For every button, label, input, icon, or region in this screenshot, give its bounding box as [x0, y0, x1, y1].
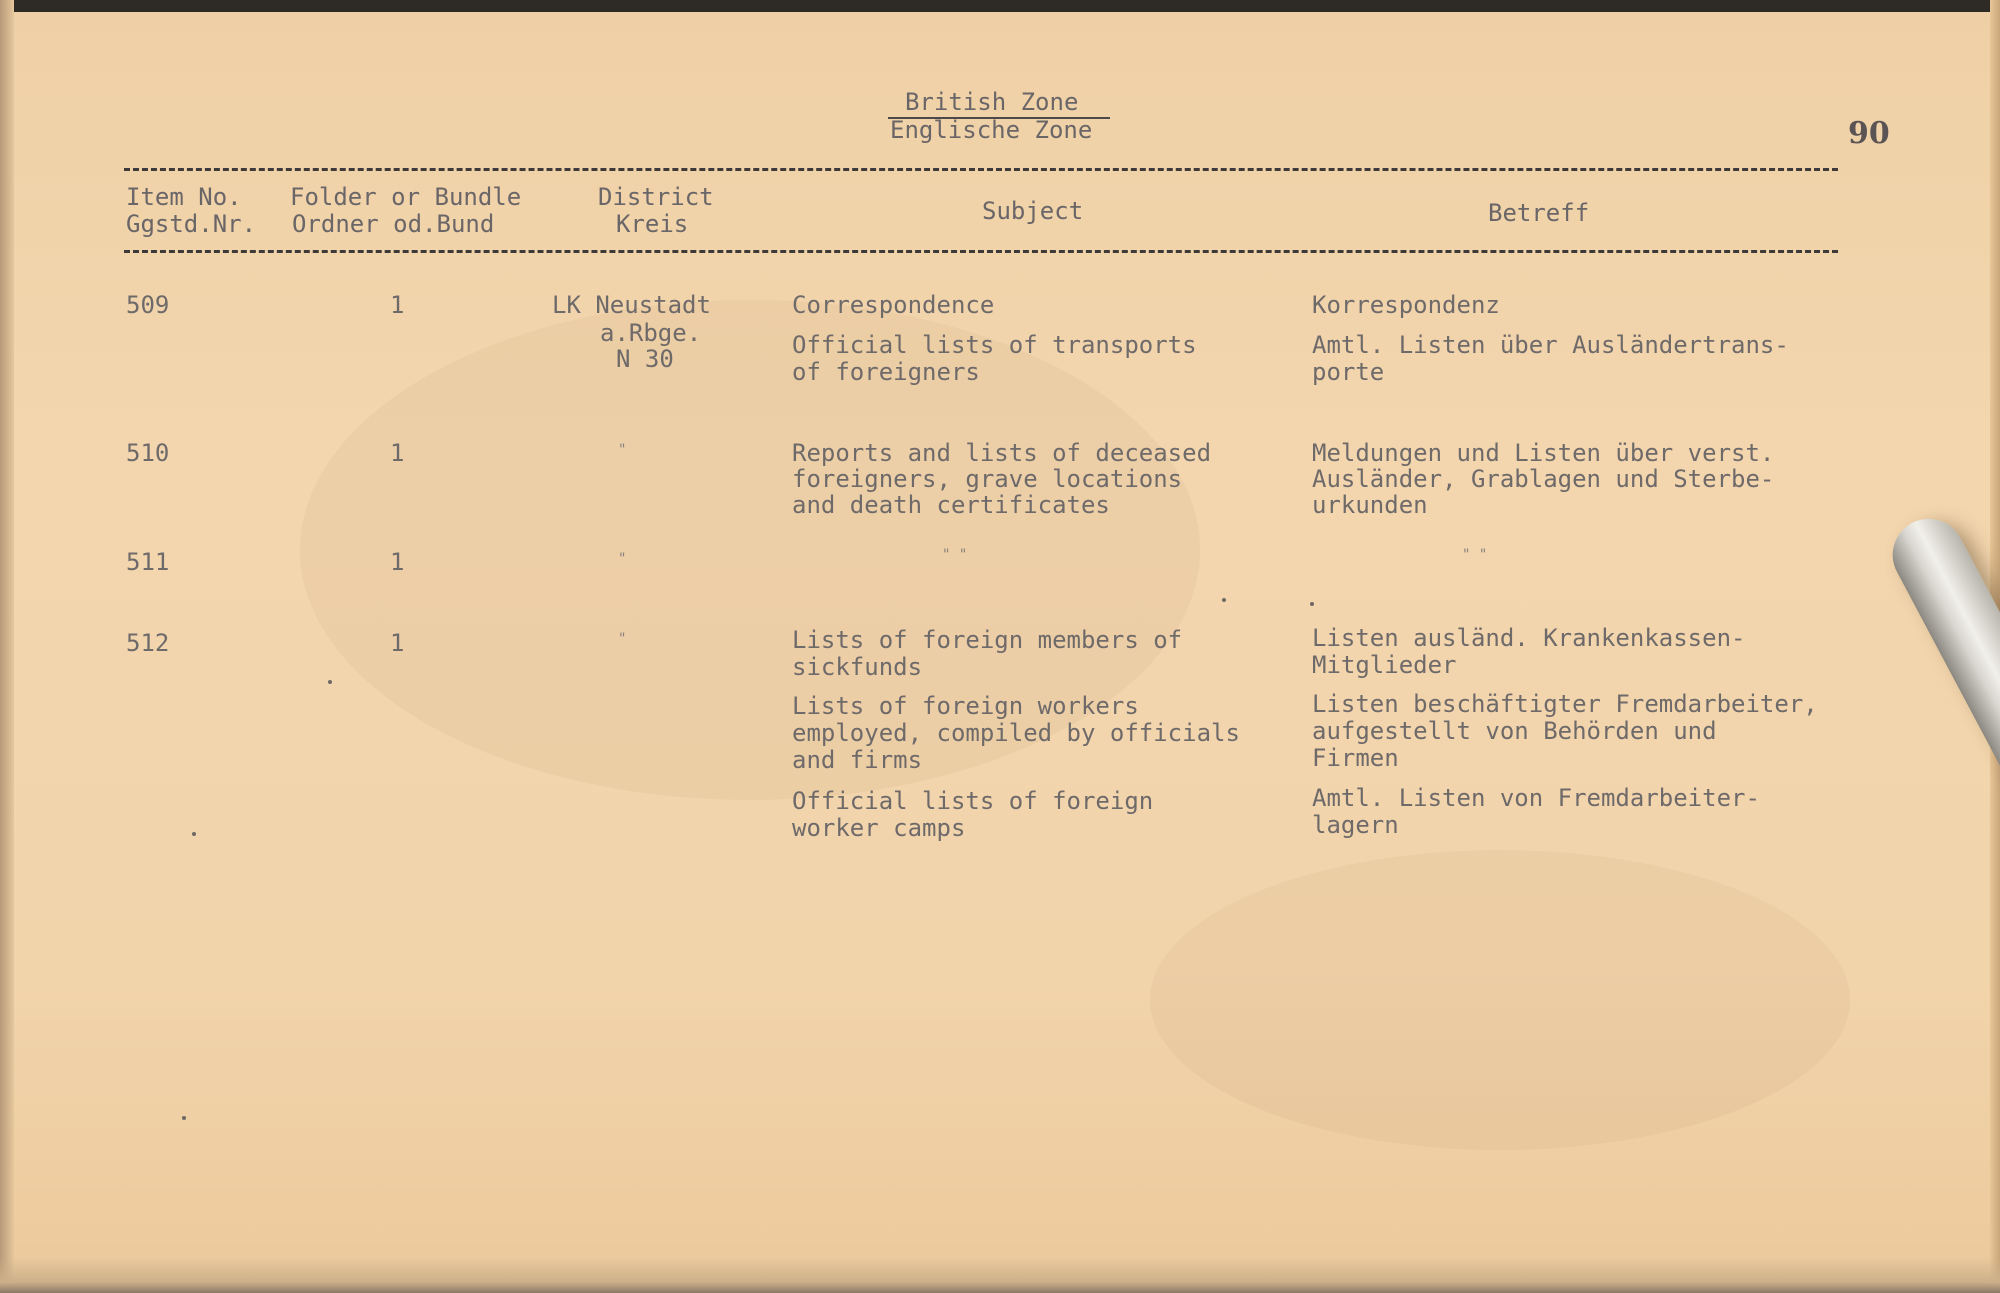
paper-stain	[1150, 850, 1850, 1150]
subject-line: and death certificates	[792, 491, 1110, 519]
betreff-line: Firmen	[1312, 744, 1399, 772]
tweezer-tip	[1880, 506, 2000, 875]
district-line: a.Rbge.	[600, 319, 702, 347]
paper-speck	[1222, 598, 1226, 602]
subject-line: Official lists of foreign	[792, 787, 1154, 815]
subject-line: worker camps	[792, 814, 966, 842]
betreff-line: Amtl. Listen über Ausländertrans-	[1312, 331, 1789, 359]
zone-title-de: Englische Zone	[890, 116, 1093, 144]
col-betreff: Betreff	[1488, 199, 1590, 227]
folder-count: 1	[390, 629, 405, 657]
item-number: 512	[126, 629, 170, 657]
header-bottom-rule	[124, 250, 1838, 253]
paper-speck	[328, 680, 332, 684]
col-folder-de: Ordner od.Bund	[292, 210, 495, 238]
col-item-de: Ggstd.Nr.	[126, 210, 257, 238]
col-district-en: District	[598, 183, 714, 211]
ditto-mark: "	[618, 631, 627, 647]
col-district-de: Kreis	[616, 210, 689, 238]
subject-line: Correspondence	[792, 291, 995, 319]
header-top-rule	[124, 168, 1838, 171]
col-item-en: Item No.	[126, 183, 242, 211]
folder-count: 1	[390, 548, 405, 576]
subject-line: of foreigners	[792, 358, 980, 386]
paper-speck	[1310, 602, 1314, 606]
district-line: N 30	[616, 345, 674, 373]
subject-line: Lists of foreign workers	[792, 692, 1139, 720]
scanner-top-edge	[0, 0, 2000, 12]
betreff-line: Listen ausländ. Krankenkassen-	[1312, 624, 1746, 652]
betreff-line: porte	[1312, 358, 1385, 386]
paper-speck	[182, 1116, 186, 1120]
subject-line: employed, compiled by officials	[792, 719, 1240, 747]
item-number: 511	[126, 548, 170, 576]
betreff-line: Listen beschäftigter Fremdarbeiter,	[1312, 690, 1818, 718]
ditto-mark: " "	[942, 547, 968, 563]
betreff-line: Korrespondenz	[1312, 291, 1500, 319]
paper-speck	[192, 832, 196, 836]
col-folder-en: Folder or Bundle	[290, 183, 522, 211]
zone-title-en: British Zone	[905, 88, 1079, 116]
betreff-line: urkunden	[1312, 491, 1428, 519]
page-left-edge	[0, 0, 14, 1293]
folder-count: 1	[390, 291, 405, 319]
betreff-line: lagern	[1312, 811, 1399, 839]
subject-line: and firms	[792, 746, 923, 774]
item-number: 509	[126, 291, 170, 319]
betreff-line: Meldungen und Listen über verst.	[1312, 439, 1775, 467]
ditto-mark: "	[618, 442, 627, 458]
betreff-line: Amtl. Listen von Fremdarbeiter-	[1312, 784, 1760, 812]
subject-line: Reports and lists of deceased	[792, 439, 1212, 467]
betreff-line: Ausländer, Grablagen und Sterbe-	[1312, 465, 1775, 493]
betreff-line: aufgestellt von Behörden und	[1312, 717, 1717, 745]
ditto-mark: "	[618, 551, 627, 567]
subject-line: sickfunds	[792, 653, 923, 681]
betreff-line: Mitglieder	[1312, 651, 1457, 679]
item-number: 510	[126, 439, 170, 467]
district-line: LK Neustadt	[552, 291, 711, 319]
subject-line: foreigners, grave locations	[792, 465, 1183, 493]
col-subject: Subject	[982, 197, 1084, 225]
folder-count: 1	[390, 439, 405, 467]
ditto-mark: " "	[1462, 547, 1488, 563]
subject-line: Lists of foreign members of	[792, 626, 1183, 654]
page-number: 90	[1848, 116, 1890, 151]
page-bottom-shadow	[0, 1257, 2000, 1293]
subject-line: Official lists of transports	[792, 331, 1197, 359]
